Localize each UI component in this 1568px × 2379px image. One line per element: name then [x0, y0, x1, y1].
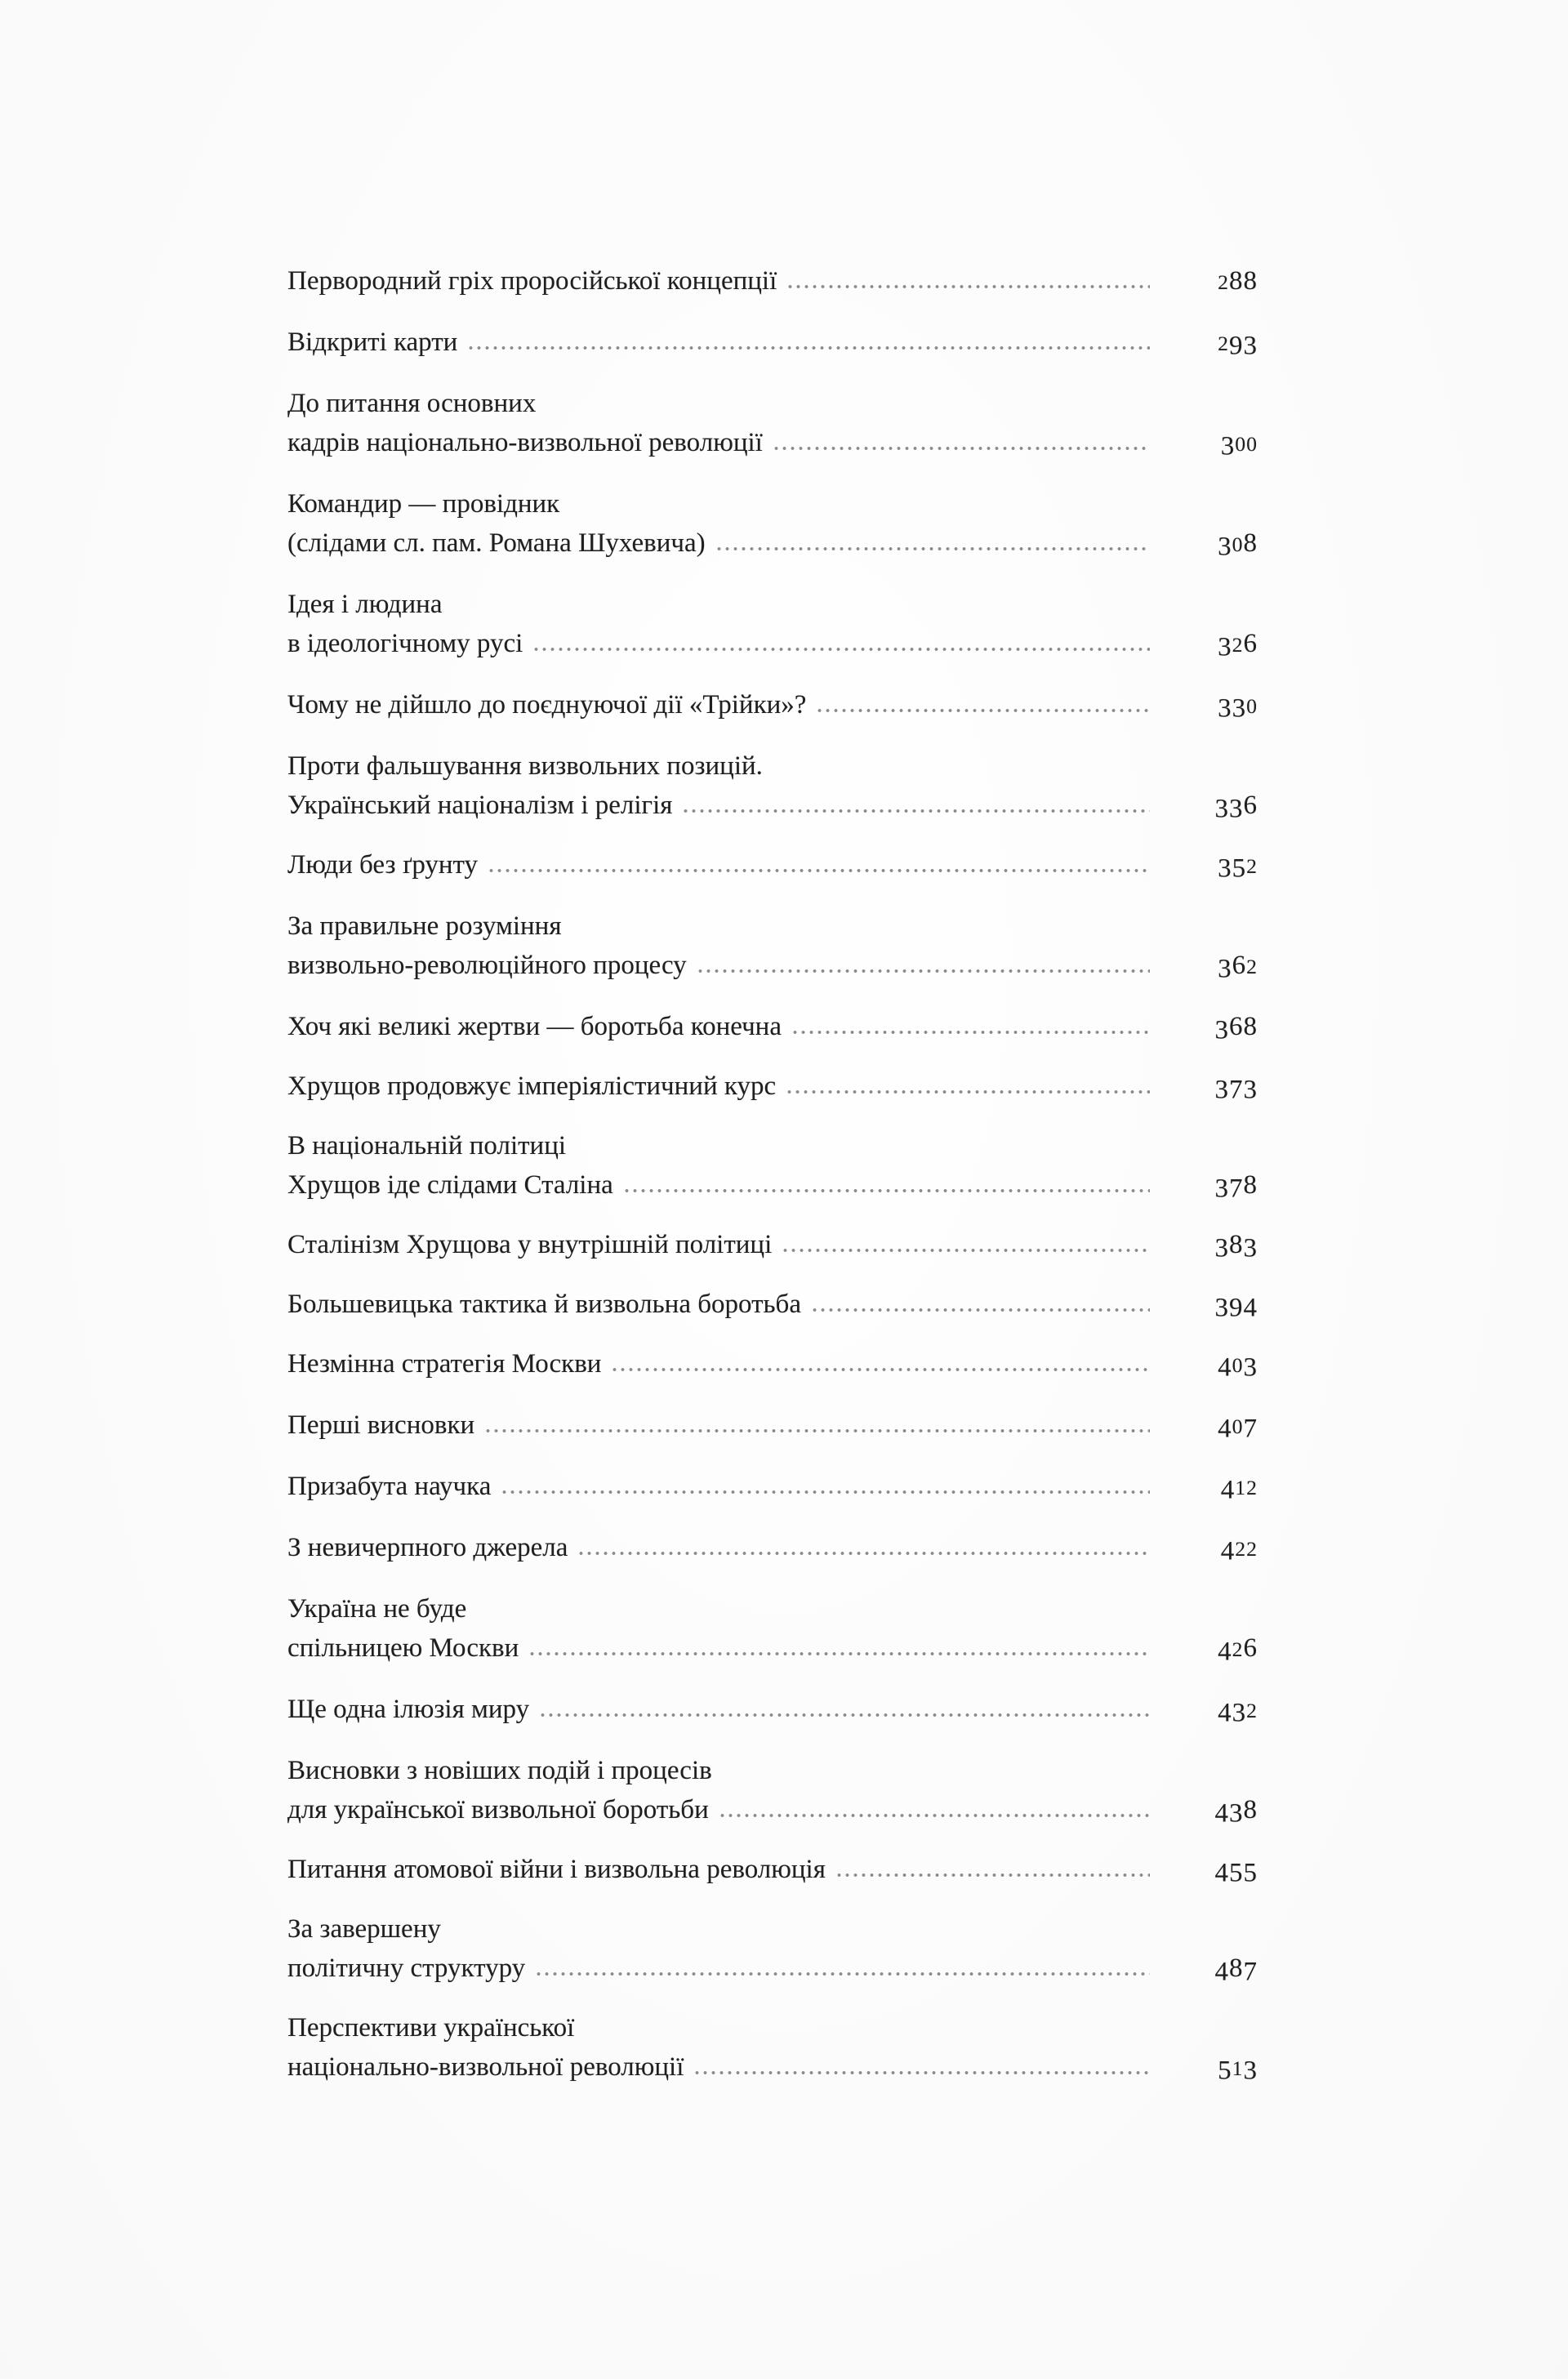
- toc-entry-title-line: політичну структуру: [287, 1954, 526, 1983]
- page-number-digit: 7: [1243, 1414, 1258, 1444]
- page-number-digit: 2: [1218, 270, 1229, 294]
- toc-entry: [287, 1909, 1258, 1988]
- toc-entry-title-line: Проти фальшування визвольних позицій.: [287, 751, 763, 781]
- toc-entry-title-line: До питання основних: [287, 389, 537, 418]
- page-number-digit: 3: [1229, 1798, 1244, 1829]
- dotted-leader: [813, 1308, 1150, 1312]
- dotted-leader: [698, 969, 1150, 973]
- page-number-digit: 2: [1235, 1537, 1247, 1561]
- page-number-digit: 3: [1218, 532, 1232, 562]
- toc-entry-row: [287, 1007, 1258, 1046]
- toc-entry: [287, 585, 1258, 665]
- toc-entry-row: [287, 1344, 1258, 1385]
- page-number-digit: 5: [1218, 2056, 1232, 2086]
- toc-entry-page-number: [1150, 1467, 1258, 1508]
- toc-entry: [287, 1344, 1258, 1385]
- toc-entry: [287, 1067, 1258, 1106]
- toc-entry: [287, 1467, 1258, 1508]
- toc-entry-title-line: За завершену: [287, 1914, 441, 1944]
- page-number-digit: 8: [1243, 1012, 1258, 1041]
- toc-entry-page-number: [1150, 1285, 1258, 1324]
- dotted-leader: [489, 868, 1150, 873]
- toc-entry-page-number: [1150, 946, 1258, 987]
- toc-entry-page-number: [1150, 1344, 1258, 1385]
- page-number-digit: 3: [1220, 431, 1236, 461]
- toc-entry-title-line: в ідеологічному русі: [287, 629, 523, 658]
- page-number-digit: 7: [1229, 1174, 1244, 1204]
- page-number-digit: 8: [1243, 528, 1258, 558]
- page-number-digit: 3: [1243, 1075, 1258, 1105]
- page-number-digit: 4: [1243, 1293, 1258, 1323]
- page-number-digit: 4: [1220, 1536, 1236, 1566]
- page-number-digit: 7: [1243, 1957, 1258, 1987]
- toc-entry-title-line: Люди без ґрунту: [287, 850, 479, 880]
- toc-entry-title-line: Ідея і людина: [287, 590, 443, 619]
- toc-entry-title-line: Большевицька тактика й визвольна боротьба: [287, 1290, 801, 1319]
- toc-entry-row: [287, 1225, 1258, 1264]
- page-number-digit: 8: [1243, 1795, 1258, 1824]
- page-number-digit: 3: [1232, 1698, 1247, 1728]
- toc-entry-page-number: [1150, 1406, 1258, 1446]
- toc-entry-row: [287, 1528, 1258, 1569]
- toc-entry-title-line: (слідами сл. пам. Романа Шухевича): [287, 528, 706, 558]
- toc-entry-title-line: В національній політиці: [287, 1131, 567, 1161]
- page-number-digit: 8: [1243, 1170, 1258, 1200]
- page-number-digit: 6: [1243, 629, 1258, 658]
- page-number-digit: 3: [1214, 794, 1229, 824]
- toc-entry-page-number: [1150, 523, 1258, 564]
- page-number-digit: 0: [1246, 694, 1258, 718]
- toc-entry-page-number: [1150, 261, 1258, 302]
- toc-entry-page-number: [1150, 1628, 1258, 1669]
- page-number-digit: 2: [1246, 854, 1258, 878]
- toc-entry-page-number: [1150, 1790, 1258, 1829]
- toc-entry-title-line: Україна не буде: [287, 1594, 467, 1624]
- toc-entry-row: [287, 323, 1258, 363]
- toc-entry-row: [287, 1285, 1258, 1324]
- toc-entry-title-line: Незмінна стратегія Москви: [287, 1349, 602, 1379]
- dotted-leader: [530, 1651, 1150, 1656]
- toc-entry-row: [287, 1790, 1258, 1829]
- toc-entry: [287, 1285, 1258, 1324]
- dotted-leader: [837, 1873, 1150, 1878]
- toc-entry: [287, 323, 1258, 363]
- dotted-leader: [787, 1089, 1150, 1094]
- toc-entry-page-number: [1150, 323, 1258, 363]
- toc-entry-title-line: Хрущов іде слідами Сталіна: [287, 1170, 613, 1200]
- toc-entry: [287, 1406, 1258, 1446]
- page-number-digit: 3: [1214, 1075, 1229, 1105]
- page-number-digit: 2: [1246, 955, 1258, 978]
- page-number-digit: 0: [1246, 432, 1258, 456]
- page-number-digit: 5: [1229, 1858, 1244, 1888]
- dotted-leader: [625, 1188, 1150, 1193]
- toc-entry-row: [287, 1690, 1258, 1731]
- dotted-leader: [793, 1030, 1150, 1035]
- toc-entry-page-number: [1150, 2047, 1258, 2088]
- toc-entry-page-number: [1150, 1528, 1258, 1569]
- toc-entry: [287, 746, 1258, 825]
- dotted-leader: [720, 1813, 1150, 1818]
- page-number-digit: 0: [1232, 532, 1244, 556]
- toc-entry-row: [287, 523, 1258, 564]
- page-number-digit: 4: [1218, 1352, 1232, 1383]
- page-number-digit: 3: [1218, 853, 1232, 884]
- toc-entry-title-line: Хоч які великі жертви — боротьба конечна: [287, 1012, 782, 1041]
- toc-entry-title-line: Хрущов продовжує імперіялістичний курс: [287, 1071, 777, 1101]
- toc-entry: [287, 1007, 1258, 1046]
- toc-entry-row: [287, 1467, 1258, 1508]
- toc-entry: [287, 1528, 1258, 1569]
- toc-entry-row: [287, 261, 1258, 302]
- page-number-digit: 3: [1214, 1174, 1229, 1204]
- page-number-digit: 8: [1229, 1954, 1244, 1983]
- toc-entry-row: [287, 786, 1258, 825]
- page-number-digit: 7: [1229, 1075, 1244, 1105]
- toc-entry-title-line: Питання атомової війни і визвольна революція: [287, 1855, 826, 1884]
- toc-entry-page-number: [1150, 1225, 1258, 1264]
- toc-entry-page-number: [1150, 786, 1258, 825]
- toc-entry-row: [287, 1067, 1258, 1106]
- page-number-digit: 9: [1229, 1293, 1244, 1323]
- toc-entry-title-line: спільницею Москви: [287, 1633, 519, 1663]
- page-number-digit: 5: [1243, 1858, 1258, 1888]
- toc-entry: [287, 685, 1258, 726]
- page-number-digit: 3: [1218, 693, 1232, 724]
- page-number-digit: 3: [1218, 954, 1232, 984]
- toc-entry-row: [287, 624, 1258, 665]
- page-number-digit: 4: [1218, 1698, 1232, 1728]
- toc-entry-title-line: національно-визвольної революції: [287, 2052, 684, 2082]
- dotted-leader: [612, 1367, 1150, 1372]
- page-number-digit: 2: [1246, 1537, 1258, 1561]
- toc-entry-page-number: [1150, 1007, 1258, 1046]
- toc-entry-page-number: [1150, 1067, 1258, 1106]
- page-number-digit: 2: [1232, 1637, 1244, 1661]
- toc-entry-row: [287, 1165, 1258, 1205]
- page-number-digit: 8: [1243, 266, 1258, 296]
- toc-entry: [287, 1126, 1258, 1205]
- toc-entry-title-line: Чому не дійшло до поєднуючої дії «Трійки»?: [287, 690, 807, 719]
- page-number-digit: 4: [1214, 1798, 1229, 1829]
- page-number-digit: 2: [1246, 1476, 1258, 1499]
- toc-entry: [287, 1589, 1258, 1669]
- toc-entry: [287, 907, 1258, 987]
- page-number-digit: 3: [1243, 1233, 1258, 1263]
- toc-entry: [287, 384, 1258, 464]
- toc-entry-title-line: Відкриті карти: [287, 327, 458, 357]
- toc-entry-title-line: кадрів національно-визвольної революції: [287, 428, 763, 457]
- page-number-digit: 2: [1232, 633, 1244, 657]
- page-number-digit: 9: [1229, 331, 1244, 361]
- page-number-digit: 3: [1232, 693, 1247, 724]
- page-number-digit: 4: [1218, 1414, 1232, 1444]
- page-number-digit: 8: [1229, 266, 1244, 296]
- page-number-digit: 6: [1243, 791, 1258, 820]
- page-number-digit: 4: [1214, 1957, 1229, 1987]
- page-number-digit: 4: [1214, 1858, 1229, 1888]
- page-number-digit: 4: [1218, 1637, 1232, 1667]
- toc-entry-row: [287, 1628, 1258, 1669]
- dotted-leader: [783, 1248, 1150, 1253]
- toc-entry-title-line: З невичерпного джерела: [287, 1533, 568, 1562]
- toc-entry-title-line: Сталінізм Хрущова у внутрішній політиці: [287, 1230, 773, 1259]
- toc-entry-row: [287, 845, 1258, 886]
- toc-entry: [287, 2008, 1258, 2088]
- page-number-digit: 3: [1229, 794, 1244, 824]
- dotted-leader: [469, 345, 1150, 350]
- toc-entry-title-line: Призабута научка: [287, 1472, 492, 1501]
- page-number-digit: 6: [1232, 951, 1247, 980]
- toc-entry-page-number: [1150, 1690, 1258, 1731]
- page-number-digit: 2: [1218, 332, 1229, 355]
- toc-entry-page-number: [1150, 1165, 1258, 1205]
- page-number-digit: 0: [1232, 1353, 1244, 1377]
- page-number-digit: 1: [1232, 2056, 1244, 2080]
- toc-entry-title-line: Ще одна ілюзія миру: [287, 1695, 530, 1724]
- toc-entry-row: [287, 2047, 1258, 2088]
- dotted-leader: [537, 1971, 1150, 1976]
- dotted-leader: [717, 546, 1150, 551]
- page-number-digit: 2: [1246, 1699, 1258, 1722]
- dotted-leader: [788, 284, 1150, 289]
- toc-entry-title-line: визвольно-революційного процесу: [287, 951, 687, 980]
- page-number-digit: 6: [1243, 1633, 1258, 1663]
- table-of-contents: [287, 261, 1258, 2109]
- page-number-digit: 6: [1229, 1012, 1244, 1041]
- toc-entry-title-line: Первородний гріх проросійської концепції: [287, 266, 777, 296]
- toc-entry: [287, 1751, 1258, 1829]
- toc-entry-page-number: [1150, 1850, 1258, 1889]
- page-number-digit: 3: [1243, 1352, 1258, 1383]
- dotted-leader: [579, 1551, 1150, 1556]
- toc-entry: [287, 484, 1258, 564]
- page-number-digit: 3: [1243, 2056, 1258, 2086]
- page-number-digit: 5: [1232, 853, 1247, 884]
- toc-entry-page-number: [1150, 624, 1258, 665]
- toc-entry: [287, 845, 1258, 886]
- page-number-digit: 3: [1214, 1293, 1229, 1323]
- dotted-leader: [541, 1713, 1150, 1717]
- toc-entry-title-line: За правильне розуміння: [287, 911, 562, 941]
- toc-entry-row: [287, 685, 1258, 726]
- toc-entry-title-line: для української визвольної боротьби: [287, 1795, 709, 1824]
- toc-entry: [287, 1225, 1258, 1264]
- page-number-digit: 3: [1243, 331, 1258, 361]
- page-number-digit: 1: [1235, 1476, 1247, 1499]
- toc-entry-row: [287, 946, 1258, 987]
- toc-entry-row: [287, 1850, 1258, 1889]
- toc-entry-page-number: [1150, 1949, 1258, 1988]
- page-number-digit: 8: [1229, 1230, 1244, 1259]
- dotted-leader: [817, 708, 1150, 713]
- toc-entry-title-line: Перспективи української: [287, 2013, 575, 2043]
- dotted-leader: [774, 446, 1150, 451]
- toc-entry-page-number: [1150, 845, 1258, 886]
- toc-entry-row: [287, 1406, 1258, 1446]
- toc-entry-row: [287, 1949, 1258, 1988]
- page-number-digit: 0: [1235, 432, 1247, 456]
- toc-entry: [287, 261, 1258, 302]
- page-number-digit: 3: [1214, 1233, 1229, 1263]
- dotted-leader: [695, 2070, 1150, 2075]
- dotted-leader: [502, 1490, 1150, 1495]
- toc-entry-row: [287, 423, 1258, 464]
- toc-entry-title-line: Командир — провідник: [287, 489, 560, 519]
- page-number-digit: 4: [1220, 1475, 1236, 1505]
- page-number-digit: 3: [1218, 632, 1232, 662]
- toc-entry-title-line: Український націоналізм і релігія: [287, 791, 673, 820]
- toc-entry: [287, 1690, 1258, 1731]
- dotted-leader: [684, 809, 1150, 813]
- dotted-leader: [534, 647, 1150, 652]
- toc-entry-title-line: Висновки з новіших подій і процесів: [287, 1756, 712, 1785]
- page-number-digit: 3: [1214, 1015, 1229, 1045]
- toc-entry-page-number: [1150, 423, 1258, 464]
- page-number-digit: 0: [1232, 1414, 1244, 1438]
- toc-entry-title-line: Перші висновки: [287, 1410, 475, 1440]
- toc-entry-page-number: [1150, 685, 1258, 726]
- toc-entry: [287, 1850, 1258, 1889]
- dotted-leader: [486, 1428, 1150, 1433]
